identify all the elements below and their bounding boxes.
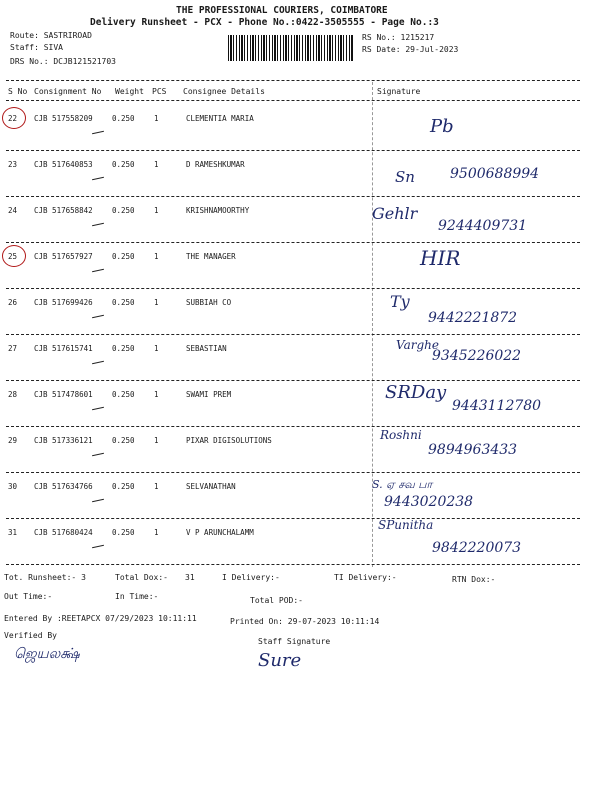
row-sno: 24 [8,206,18,215]
runsheet-subtitle: Delivery Runsheet - PCX - Phone No.:0422-3505555 - Page No.:3 [90,17,439,28]
check-mark [92,177,104,180]
handwritten-signature: Sn [395,168,415,186]
handwritten-phone: 9500688994 [450,166,540,182]
table-row [0,108,600,154]
drs-number: DRS No.: DCJB121521703 [10,57,116,66]
row-sno: 25 [8,252,18,261]
row-weight: 0.250 [112,528,135,537]
handwritten-phone: 9894963433 [428,442,518,458]
total-dox-value: 31 [185,573,195,582]
total-dox-label: Total Dox:- [115,573,168,582]
handwritten-phone: 9443112780 [452,398,542,414]
col-sno: S No [8,87,28,96]
row-pcs: 1 [154,160,159,169]
row-consignment: CJB 517478601 [34,390,93,399]
row-consignee: D RAMESHKUMAR [186,160,245,169]
rtn-dox: RTN Dox:- [452,575,496,584]
row-pcs: 1 [154,482,159,491]
check-mark [92,545,104,548]
row-pcs: 1 [154,206,159,215]
row-weight: 0.250 [112,436,135,445]
ti-delivery: TI Delivery:- [334,573,397,582]
row-consignee: V P ARUNCHALAMM [186,528,254,537]
row-consignee: SEBASTIAN [186,344,227,353]
row-divider [6,150,580,151]
row-weight: 0.250 [112,344,135,353]
rs-date: RS Date: 29-Jul-2023 [362,45,459,54]
staff-label: Staff: SIVA [10,43,63,52]
row-sno: 26 [8,298,18,307]
row-weight: 0.250 [112,206,135,215]
row-sno: 31 [8,528,18,537]
row-consignee: KRISHNAMOORTHY [186,206,250,215]
row-divider [6,334,580,335]
row-sno: 29 [8,436,18,445]
table-row [0,338,600,384]
table-row [0,518,600,568]
i-delivery: I Delivery:- [222,573,280,582]
check-mark [92,499,104,502]
row-consignee: THE MANAGER [186,252,236,261]
row-pcs: 1 [154,298,159,307]
row-consignment: CJB 517336121 [34,436,93,445]
red-circle-mark [2,245,26,267]
handwritten-signature: Varghe [396,338,439,352]
row-consignment: CJB 517634766 [34,482,93,491]
check-mark [92,361,104,364]
col-consignee: Consignee Details [183,87,265,96]
row-weight: 0.250 [112,114,135,123]
handwritten-signature: S. ஏ சவ பா [372,478,433,491]
handwritten-phone: 9244409731 [438,218,528,234]
row-weight: 0.250 [112,160,135,169]
table-row [0,200,600,246]
row-divider [6,242,580,243]
check-mark [92,407,104,410]
row-consignment: CJB 517640853 [34,160,93,169]
row-pcs: 1 [154,344,159,353]
row-consignee: SUBBIAH CO [186,298,232,307]
col-signature: Signature [377,87,421,96]
handwritten-phone: 9442221872 [428,310,518,326]
handwritten-signature: SPunitha [378,518,434,532]
row-sno: 22 [8,114,18,123]
row-pcs: 1 [154,528,159,537]
row-consignment: CJB 517657927 [34,252,93,261]
row-consignment: CJB 517658842 [34,206,93,215]
check-mark [92,223,104,226]
row-consignee: SELVANATHAN [186,482,236,491]
row-weight: 0.250 [112,482,135,491]
company-title: THE PROFESSIONAL COURIERS, COIMBATORE [176,5,388,16]
barcode [228,35,354,61]
check-mark [92,131,104,134]
row-divider [6,196,580,197]
handwritten-signature: Ty [390,292,410,311]
row-consignment: CJB 517615741 [34,344,93,353]
table-row [0,292,600,338]
rs-number: RS No.: 1215217 [362,33,435,42]
handwritten-phone: 9842220073 [432,540,522,556]
handwritten-phone: 9345226022 [432,348,522,364]
row-consignment: CJB 517699426 [34,298,93,307]
row-pcs: 1 [154,114,159,123]
handwritten-signature: HIR [420,246,461,270]
row-consignee: PIXAR DIGISOLUTIONS [186,436,272,445]
row-consignee: CLEMENTIA MARIA [186,114,254,123]
table-row [0,246,600,292]
check-mark [92,315,104,318]
handwritten-phone: 9443020238 [384,494,474,510]
handwritten-signature: Roshni [380,428,422,442]
col-pcs: PCS [152,87,167,96]
row-pcs: 1 [154,390,159,399]
col-weight: Weight [115,87,144,96]
divider [6,80,580,81]
red-circle-mark [2,107,26,129]
check-mark [92,453,104,456]
row-sno: 27 [8,344,18,353]
verified-by: Verified By [4,631,57,640]
printed-on: Printed On: 29-07-2023 10:11:14 [230,617,380,626]
row-consignee: SWAMI PREM [186,390,232,399]
row-divider [6,472,580,473]
out-time: Out Time:- [4,592,53,601]
entered-by: Entered By :REETAPCX 07/29/2023 10:11:11 [4,614,197,623]
row-sno: 30 [8,482,18,491]
row-divider [6,426,580,427]
table-row [0,476,600,522]
row-weight: 0.250 [112,252,135,261]
table-row [0,430,600,476]
verified-signature: ஜெயலக்ஷ் [14,646,80,662]
tot-runsheet: Tot. Runsheet:- 3 [4,573,86,582]
row-pcs: 1 [154,436,159,445]
divider [6,100,580,101]
table-row [0,384,600,430]
row-divider [6,518,580,519]
staff-signature-label: Staff Signature [258,637,331,646]
row-divider [6,288,580,289]
row-consignment: CJB 517680424 [34,528,93,537]
row-weight: 0.250 [112,298,135,307]
table-row [0,154,600,200]
check-mark [92,269,104,272]
handwritten-signature: SRDay [385,382,447,403]
row-divider [6,564,580,565]
row-consignment: CJB 517558209 [34,114,93,123]
handwritten-signature: Gehlr [372,204,418,223]
staff-signature: Sure [258,650,302,671]
row-sno: 23 [8,160,18,169]
handwritten-signature: Pb [430,116,454,137]
col-consignment: Consignment No [34,87,102,96]
row-divider [6,380,580,381]
row-weight: 0.250 [112,390,135,399]
route-label: Route: SASTRIROAD [10,31,92,40]
in-time: In Time:- [115,592,159,601]
row-sno: 28 [8,390,18,399]
row-pcs: 1 [154,252,159,261]
total-pod: Total POD:- [250,596,303,605]
